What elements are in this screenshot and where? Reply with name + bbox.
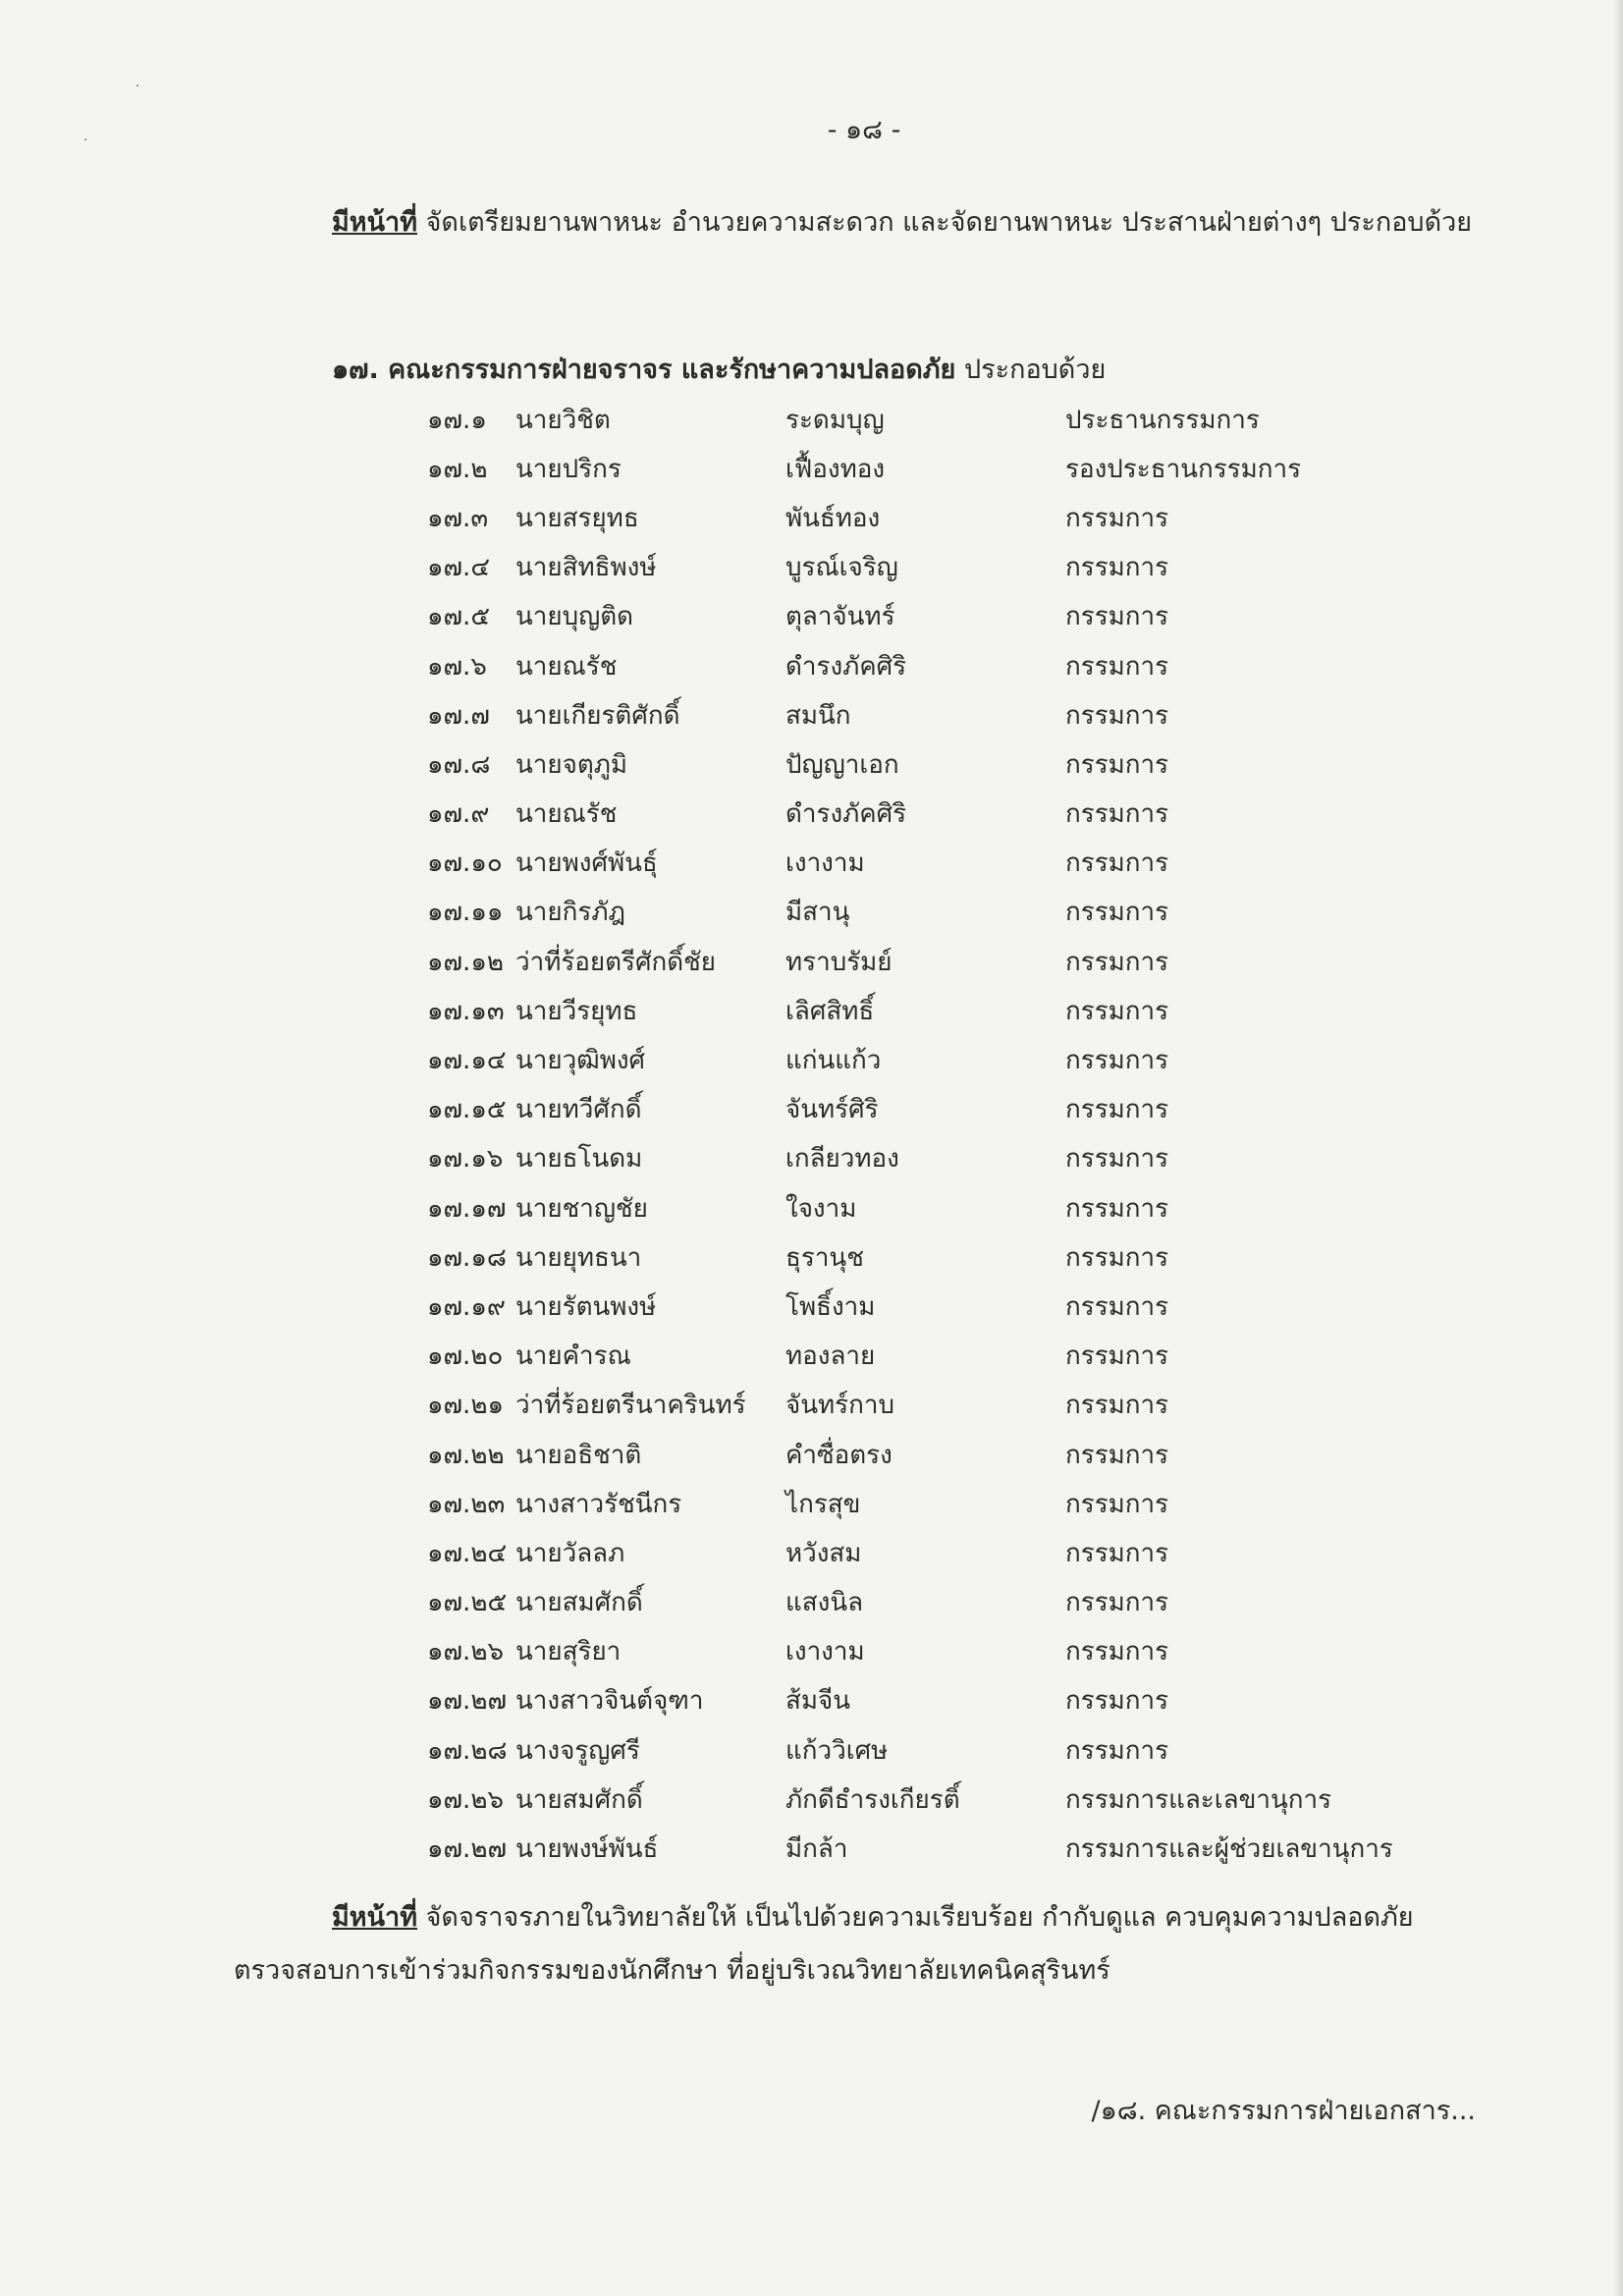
member-first-name: นายบุญติด <box>515 602 634 632</box>
member-role: กรรมการ <box>1065 503 1169 533</box>
member-row <box>427 839 1507 888</box>
member-last-name: มีสานุ <box>785 898 850 928</box>
member-last-name: บูรณ์เจริญ <box>785 553 898 583</box>
member-number: ๑๗.๗ <box>427 700 490 731</box>
member-role: กรรมการ <box>1065 799 1169 830</box>
member-number: ๑๗.๑๘ <box>427 1242 507 1273</box>
member-last-name: สมนึก <box>785 700 851 731</box>
member-number: ๑๗.๒ <box>427 454 488 484</box>
member-role: กรรมการและเลขานุการ <box>1065 1784 1332 1815</box>
member-number: ๑๗.๒๒ <box>427 1440 505 1470</box>
member-role: กรรมการ <box>1065 1095 1169 1125</box>
member-first-name: ว่าที่ร้อยตรีศักดิ์ชัย <box>515 947 717 977</box>
member-last-name: แสงนิล <box>785 1588 864 1618</box>
member-number: ๑๗.๑๒ <box>427 947 504 977</box>
member-role: ประธานกรรมการ <box>1065 405 1260 435</box>
member-first-name: นายพงษ์พันธ์ <box>515 1834 659 1865</box>
member-number: ๑๗.๘ <box>427 749 491 780</box>
member-role: กรรมการ <box>1065 749 1169 780</box>
member-number: ๑๗.๑๓ <box>427 996 505 1026</box>
member-row <box>427 1332 1507 1381</box>
member-last-name: ดำรงภัคศิริ <box>785 799 907 830</box>
member-last-name: ตุลาจันทร์ <box>785 602 895 632</box>
member-first-name: นายอธิชาติ <box>515 1440 642 1470</box>
member-number: ๑๗.๑ <box>427 405 487 435</box>
member-role: กรรมการ <box>1065 1489 1169 1519</box>
member-first-name: นางสาวรัชนีกร <box>515 1489 682 1519</box>
member-role: กรรมการ <box>1065 1046 1169 1076</box>
member-role: กรรมการ <box>1065 1144 1169 1175</box>
member-role: กรรมการ <box>1065 1686 1169 1717</box>
member-role: กรรมการ <box>1065 1735 1169 1766</box>
member-first-name: ว่าที่ร้อยตรีนาครินทร์ <box>515 1391 746 1421</box>
member-number: ๑๗.๔ <box>427 553 490 583</box>
member-number: ๑๗.๑๕ <box>427 1095 507 1125</box>
member-last-name: ดำรงภัคศิริ <box>785 651 907 682</box>
member-last-name: แก่นแก้ว <box>785 1046 882 1076</box>
member-row <box>427 937 1507 986</box>
member-first-name: นางสาวจินต์จุฑา <box>515 1686 704 1717</box>
member-number: ๑๗.๒๗ <box>427 1686 508 1717</box>
member-last-name: ทราบรัมย์ <box>785 947 893 977</box>
member-row <box>427 1183 1507 1232</box>
member-number: ๑๗.๙ <box>427 799 490 830</box>
member-role: กรรมการ <box>1065 1291 1169 1322</box>
member-number: ๑๗.๒๕ <box>427 1588 508 1618</box>
member-last-name: ระดมบุญ <box>785 405 885 435</box>
member-role: กรรมการ <box>1065 1391 1169 1421</box>
member-role: กรรมการ <box>1065 553 1169 583</box>
member-first-name: นายยุทธนา <box>515 1242 642 1273</box>
member-row <box>427 543 1507 592</box>
member-number: ๑๗.๒๗ <box>427 1834 508 1865</box>
member-first-name: นายณรัช <box>515 651 618 682</box>
member-list <box>427 395 1507 1874</box>
member-row <box>427 1725 1507 1775</box>
member-first-name: นายรัตนพงษ์ <box>515 1291 657 1322</box>
member-last-name: มีกล้า <box>785 1834 848 1865</box>
member-last-name: เฟื้องทอง <box>785 454 886 484</box>
member-first-name: นายวีรยุทธ <box>515 996 638 1026</box>
member-role: กรรมการ <box>1065 848 1169 879</box>
member-number: ๑๗.๒๑ <box>427 1391 504 1421</box>
member-row <box>427 1134 1507 1183</box>
member-last-name: ทองลาย <box>785 1341 876 1372</box>
member-last-name: โพธิ์งาม <box>785 1291 876 1322</box>
member-first-name: นายปริกร <box>515 454 622 484</box>
member-last-name: จันทร์ศิริ <box>785 1095 879 1125</box>
member-last-name: ใจงาม <box>785 1193 857 1224</box>
member-role: กรรมการ <box>1065 1193 1169 1224</box>
member-last-name: ภักดีธำรงเกียรติ์ <box>785 1784 960 1815</box>
duty-text: จัดเตรียมยานพาหนะ อำนวยความสะดวก และจัดยานพาหนะ ประสานฝ่ายต่างๆ ประกอบด้วย <box>417 207 1473 238</box>
member-row <box>427 790 1507 839</box>
member-first-name: นายเกียรติศักดิ์ <box>515 700 680 731</box>
member-row <box>427 1528 1507 1577</box>
member-role: กรรมการ <box>1065 898 1169 928</box>
member-number: ๑๗.๑๗ <box>427 1193 507 1224</box>
member-number: ๑๗.๒๖ <box>427 1784 504 1815</box>
member-role: รองประธานกรรมการ <box>1065 454 1302 484</box>
member-row <box>427 1232 1507 1282</box>
member-last-name: เงางาม <box>785 1637 865 1667</box>
member-role: กรรมการ <box>1065 602 1169 632</box>
closing-duty-paragraph <box>234 1891 1473 1997</box>
member-row <box>427 986 1507 1035</box>
member-first-name: นายวิชิต <box>515 405 611 435</box>
member-last-name: ไกรสุข <box>785 1489 861 1519</box>
member-first-name: นางจรูญศรี <box>515 1735 640 1766</box>
member-row <box>427 444 1507 493</box>
page-number: - ๑๘ - <box>827 115 901 145</box>
intro-duty-paragraph <box>234 196 1473 249</box>
member-role: กรรมการ <box>1065 1242 1169 1273</box>
member-role: กรรมการ <box>1065 947 1169 977</box>
member-first-name: นายกิรภัฎ <box>515 898 625 928</box>
member-number: ๑๗.๒๔ <box>427 1538 508 1568</box>
member-first-name: นายณรัช <box>515 799 618 830</box>
scan-speck: · <box>83 133 88 148</box>
member-first-name: นายวัลลภ <box>515 1538 625 1568</box>
member-number: ๑๗.๓ <box>427 503 489 533</box>
member-row <box>427 690 1507 739</box>
duty-lead: มีหน้าที่ <box>332 207 418 238</box>
member-first-name: นายวุฒิพงศ์ <box>515 1046 646 1076</box>
member-first-name: นายสมศักดิ์ <box>515 1588 643 1618</box>
member-number: ๑๗.๑๐ <box>427 848 503 879</box>
member-number: ๑๗.๖ <box>427 651 487 682</box>
member-role: กรรมการ <box>1065 700 1169 731</box>
member-last-name: ธุรานุช <box>785 1242 864 1273</box>
member-row <box>427 1430 1507 1479</box>
member-number: ๑๗.๑๙ <box>427 1291 506 1322</box>
member-role: กรรมการ <box>1065 1588 1169 1618</box>
member-row <box>427 1824 1507 1873</box>
member-role: กรรมการ <box>1065 1538 1169 1568</box>
member-last-name: ปัญญาเอก <box>785 749 899 780</box>
member-number: ๑๗.๑๑ <box>427 898 504 928</box>
member-role: กรรมการ <box>1065 1341 1169 1372</box>
member-number: ๑๗.๕ <box>427 602 490 632</box>
member-row <box>427 592 1507 641</box>
member-last-name: เงางาม <box>785 848 865 879</box>
member-first-name: นายสุริยา <box>515 1637 622 1667</box>
member-role: กรรมการ <box>1065 1637 1169 1667</box>
member-last-name: จันทร์กาบ <box>785 1391 894 1421</box>
member-last-name: พันธ์ทอง <box>785 503 881 533</box>
member-last-name: แก้ววิเศษ <box>785 1735 889 1766</box>
member-first-name: นายคำรณ <box>515 1341 631 1372</box>
member-number: ๑๗.๑๔ <box>427 1046 507 1076</box>
member-first-name: นายสมศักดิ์ <box>515 1784 643 1815</box>
member-last-name: คำซื่อตรง <box>785 1440 893 1470</box>
scan-edge-shadow <box>1613 0 1623 2296</box>
member-number: ๑๗.๒๘ <box>427 1735 508 1766</box>
member-row <box>427 1085 1507 1134</box>
member-last-name: เกลียวทอง <box>785 1144 899 1175</box>
member-last-name: หวังสม <box>785 1538 862 1568</box>
member-row <box>427 1282 1507 1331</box>
member-role: กรรมการ <box>1065 651 1169 682</box>
member-row <box>427 1775 1507 1824</box>
section-number: ๑๗. <box>332 355 379 385</box>
member-number: ๑๗.๒๐ <box>427 1341 504 1372</box>
member-number: ๑๗.๒๖ <box>427 1637 504 1667</box>
duty-lead: มีหน้าที่ <box>332 1902 418 1933</box>
duty-text: จัดจราจรภายในวิทยาลัยให้ เป็นไปด้วยความเรียบร้อย กำกับดูแล ควบคุมความปลอดภัย ตรวจสอบการเข้าร่วมกิจกรรมของนักศึกษา ที่อยู่บริเวณวิทยาลัยเทคนิคสุรินทร์ <box>234 1902 1414 1986</box>
member-number: ๑๗.๒๓ <box>427 1489 506 1519</box>
scan-speck: · <box>135 79 140 94</box>
next-page-reference: /๑๘. คณะกรรมการฝ่ายเอกสาร... <box>1091 2096 1476 2126</box>
member-first-name: นายสิทธิพงษ์ <box>515 553 657 583</box>
member-role: กรรมการและผู้ช่วยเลขานุการ <box>1065 1834 1393 1865</box>
member-row <box>427 739 1507 789</box>
member-row <box>427 1479 1507 1528</box>
member-role: กรรมการ <box>1065 996 1169 1026</box>
member-first-name: นายธโนดม <box>515 1144 643 1175</box>
member-role: กรรมการ <box>1065 1440 1169 1470</box>
member-first-name: นายจตุภูมิ <box>515 749 628 780</box>
member-row <box>427 1578 1507 1627</box>
member-row <box>427 1035 1507 1084</box>
member-row <box>427 395 1507 444</box>
member-row <box>427 1627 1507 1676</box>
member-row <box>427 641 1507 690</box>
member-last-name: เลิศสิทธิ์ <box>785 996 875 1026</box>
section-suffix: ประกอบด้วย <box>955 355 1107 385</box>
member-row <box>427 1676 1507 1725</box>
section-heading <box>332 347 1106 394</box>
member-number: ๑๗.๑๖ <box>427 1144 504 1175</box>
member-last-name: ส้มจีน <box>785 1686 851 1717</box>
member-first-name: นายชาญชัย <box>515 1193 648 1224</box>
member-row <box>427 888 1507 937</box>
member-row <box>427 1381 1507 1430</box>
section-title: คณะกรรมการฝ่ายจราจร และรักษาความปลอดภัย <box>378 355 956 385</box>
member-first-name: นายทวีศักดิ์ <box>515 1095 642 1125</box>
member-first-name: นายพงศ์พันธุ์ <box>515 848 658 879</box>
member-first-name: นายสรยุทธ <box>515 503 639 533</box>
member-row <box>427 493 1507 542</box>
